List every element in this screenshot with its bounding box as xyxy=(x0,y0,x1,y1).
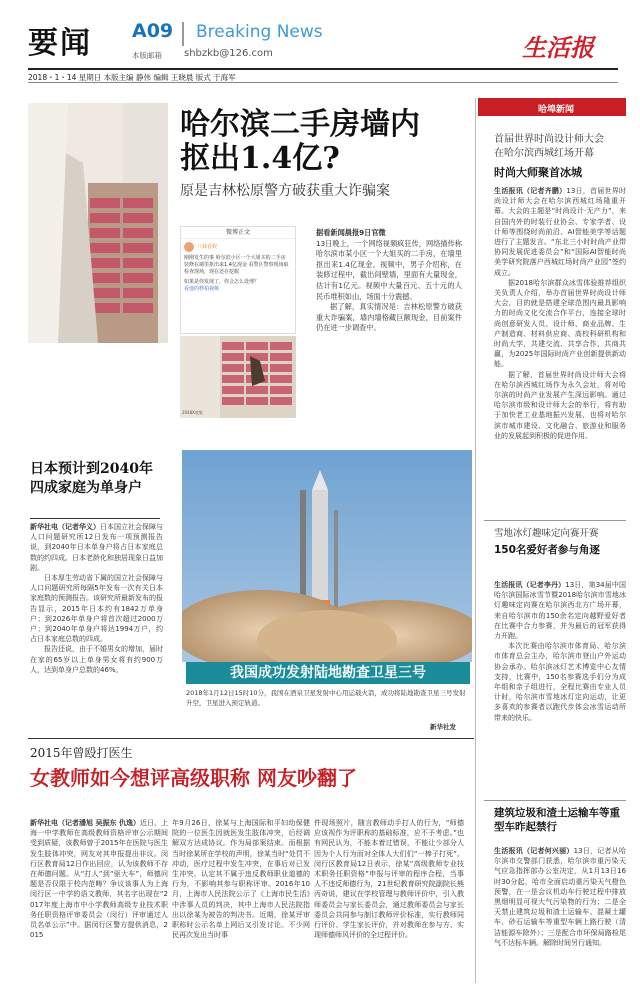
rail-story2-body xyxy=(494,580,626,802)
teacher-col1-text: 近日，上海一中学教师在高级教师资格评审公示期间受到质疑，该教师曾于2015年在医院与医生发生肢体冲突，网友对其申报提出非议。闵行区教育局12日作出回应，认为该教师不存在师德问题。从“打人”到“驱大车”，师德问题是否仅限于校内范畴？争议该事人为上海闵行区一中学的语文教师，其名字出现在“2017年度上海市中小学教师高级专业技术职务任职资格评审委员会（闵行）评审通过人员名单公示”中。据闵行区警方提供消息，2015 xyxy=(30,819,168,940)
rail-story1-body xyxy=(494,186,626,512)
japan-body xyxy=(30,522,163,720)
post-username: 八妹看娱 xyxy=(197,243,218,250)
rail-story1-p2: 据2018哈尔滨群众冰雪体验推荐组织关负责人介绍，举办首届世界时尚设计师大会，目的就是搭建全球范围内最具影响力的时尚文化交流合作平台，连接全球时尚创意研发人员、设计师、商业品牌、生产制造商、材料供应商、高校科研机构和时尚大学，共建交流、共享合作、共商共赢，为2025年国际时尚产业创新提供新动能。 xyxy=(494,278,626,369)
rail-story3-body xyxy=(494,846,626,984)
issue-info: 2018・1・14 星期日 本版主编 静伟 编辑 王晓晨 版式 于海军 xyxy=(28,73,236,82)
breaking-news-label: Breaking News xyxy=(196,22,323,42)
money-photo xyxy=(180,336,296,418)
teacher-kicker: 2015年曾殴打医生 xyxy=(30,746,133,760)
divider xyxy=(484,520,626,521)
divider xyxy=(28,82,618,83)
teacher-col3-text: 件现场照片，随言教师动手打人的行为，“师德应该视作为评职称的基础标准，应不予考虑。”也有网民认为，不能本着过错误，不能让少部分人因为个人行为而对全体人大们们“一棒子打死”。闵行区教育局12日表示，徐某“高级教师专业技术职务任职资格”申报与评审的程序合程，当事人不违反师德行为，21世纪教育研究院副院长熊丙奇说，建议在学校管理与教师评价中，引入教师委员会与家长委员会，通过教师委员会与家长委员会共同参与制订教师评价标准，实行教师同行评价、学生家长评价，并对教师在参与方、实现师德师风评价的全过程评价。 xyxy=(314,819,464,940)
rail-story2-subtitle: 雪地冰灯趣味定向赛开赛 xyxy=(494,528,599,539)
teacher-col2-text: 年9月26日，徐某与上海国际和平妇幼保健院的一位医生因就医发生肢体冲突，后经调解双方达成协议。作为局部案结束。而根据当时徐某所在学校的声明，徐某当时“处罚不冲动，医疗过程中发生冲突，在事后对已发生冲突，认定其不属于违反教师职业道德的行为，不影响其参与职称评审。2016年10月，上海市人民法院公示了《上海市民生活》中涉事人员的判决，其中上海市人民法院指出以徐某为被告的判决书。近期，徐某评审职称时公示名单上网后又引发讨论。不少网民再次发出当时事 xyxy=(172,819,310,940)
rail-story1-headline: 时尚大师聚首冰城 xyxy=(494,166,582,179)
photo-caption: 2048X收集 xyxy=(182,410,203,415)
rail-story1-p3: 据了解，首届世界时尚设计师大会将在哈尔滨西城红场作为永久会址，将对哈尔滨的时尚产业发展产生深远影响。通过哈尔滨市级和设计师大会的举行，将有助于加快老工业基地振兴发展，也将对哈尔滨市城市建设、文化融合、旅游业和服务业的发展起到积极的促进作用。 xyxy=(494,370,626,440)
japan-paragraph-1: 日本国立社会保障与人口问题研究所12日发布一项预测报告说，到2040年日本单身户将占日本家庭总数的约四成。日本老龄化和独居现象日益加剧。 xyxy=(30,523,163,572)
lead-paragraph-1: 13日晚上，一个网络视频疯狂传，网络描传称哈尔滨市某小区一个大姐买的二手房，在墙里抠出来1.4亿现金。视频中，男子介绍称，在装修过程中，截出间壁墙，里面有大量现金，估计有1亿元。视频中大量百元、五十元的人民币堆积如山，场面十分震撼。 xyxy=(316,238,462,301)
japan-paragraph-3: 报告还说，由于不婚男女的增加，届时在家的65岁以上单身男女将有约900万人，达到单身户总数的46%。 xyxy=(30,645,163,674)
teacher-column-3 xyxy=(314,818,464,983)
rail-vertical-rule xyxy=(475,98,476,983)
lead-body xyxy=(316,228,462,438)
rail-story2-byline: 生活报讯（记者李丹） xyxy=(494,581,566,589)
post-header: 微博正文 xyxy=(181,227,295,239)
rail-story1-subtitle1: 首届世界时尚设计师大会 xyxy=(494,134,604,145)
rail-story2-headline: 150名爱好者参与角逐 xyxy=(494,544,600,556)
local-news-label: 哈埠新闻 xyxy=(478,98,626,116)
rail-story1-subtitle2: 在哈尔滨西城红场开幕 xyxy=(494,148,594,159)
rail-story2-p1: 13日，第34届中国哈尔滨国际冰雪节暨2018哈尔滨市雪地冰灯趣味定向赛在哈尔滨西北方广场开幕，来自哈尔滨市的150余名定向越野爱好者在比赛中合力参赛，并为最后的冠军获得力开跑。 xyxy=(494,581,626,641)
rail-story3-p1: 13日，记者从哈尔滨市交警部门获悉，哈尔滨市重污染天气应急指挥部办公室决定，从1月13日16时30分起，哈市全面启动重污染天气橙色预警，在一是会议机动车行驶过程中排放黑烟明显可视大气污染物的行为；二是全天禁止建筑垃圾和渣土运输车、混凝土罐车、砂石运输车等重型车辆上路行驶（清洁能源车除外）；三是配合市环保局路检尾气不达标车辆。解除时间另行通知。 xyxy=(494,847,626,947)
satellite-banner: 我国成功发射陆地勘查卫星三号 xyxy=(186,662,470,684)
avatar xyxy=(184,242,194,252)
rail-story1-byline: 生活报讯（记者齐鹏） xyxy=(494,187,567,195)
lead-subtitle: 原是吉林松原警方破获重大诈骗案 xyxy=(180,183,390,199)
divider xyxy=(182,22,184,46)
divider xyxy=(484,800,626,801)
wall-photo xyxy=(28,103,168,343)
teacher-byline: 新华社电（记者潘旭 吴振东 仇逸） xyxy=(30,819,140,827)
section-title: 要闻 xyxy=(28,26,92,61)
japan-paragraph-2: 日本厚生劳动省下属的国立社会保障与人口问题研究所每隔5年发布一次有关日本家庭数的预测报告。该研究所最新发布的报告显示，2015年日本约有1842万单身户；到2026年单身户将首次超过2000万户；到2040年单身户将达1994万户，约占日本家庭总数的四成。 xyxy=(30,574,163,644)
japan-headline xyxy=(30,460,160,498)
rail-story1-p1: 13日，首届世界时尚设计师大会在哈尔滨西城红场隆重开幕。大会的主题是“时尚设计·无产力”，来自国内外的时装行业协会、专家学者、设计师等围绕时尚前沿、AI智能美学等话题进行了主题发言。“东北三小时时尚产业带协同发展促进委员会”和“国际AI智能时尚美学研究院落户西城红场时尚产业园”签约成立。 xyxy=(494,187,626,277)
lead-byline: 据看新闻晨报9日官微 xyxy=(316,228,386,237)
satellite-caption: 2018年1月12日15时10分，我国在酒泉卫星发射中心用运载火箭，成功将陆地勘查卫星三号发射升空，卫星进入预定轨道。 xyxy=(186,689,466,707)
lead-headline-line1: 哈尔滨二手房墙内 xyxy=(180,107,420,142)
post-video-link[interactable]: 看他的秒拍视频 xyxy=(184,286,220,292)
divider xyxy=(30,518,160,519)
photo-credit: 新华社发 xyxy=(430,723,456,731)
japan-headline-text: 日本预计到2040年四成家庭为单身户 xyxy=(30,461,153,496)
rail-story3-byline: 生活报讯（记者何兴丽） xyxy=(494,847,574,855)
lead-headline-line2: 抠出1.4亿? xyxy=(180,141,340,176)
rail-story2-p2: 本次比赛由哈尔滨市体育局、哈尔滨市体育总会主办，哈尔滨市登山户外运动协会承办。哈尔滨冰灯艺术博览中心友情支持，比赛中，150名参赛选手们分为成年组和亲子组进行，全程比赛由专业人员计时，哈尔滨市雪地冰灯定向运动，让更多喜欢的参赛者以跑代步体会冰雪运动所带来的快乐。 xyxy=(494,642,626,722)
page-number: A09 xyxy=(132,20,174,42)
lead-paragraph-2: 据了解，真实情况是：吉林松原警方破获重大诈骗案，墙内墙格藏巨额现金，目前案件仍在进一步调查中。 xyxy=(316,302,462,333)
teacher-column-2 xyxy=(172,818,310,983)
mail-label: 本版邮箱 xyxy=(132,51,162,60)
email-address[interactable]: shbzkb@126.com xyxy=(184,48,273,59)
rocket-launch-photo xyxy=(182,450,472,662)
japan-byline: 新华社电（记者华义） xyxy=(30,523,100,531)
social-post-screenshot xyxy=(180,226,296,334)
lead-headline xyxy=(180,108,470,176)
teacher-column-1 xyxy=(30,818,168,983)
newspaper-logo: 生活报 xyxy=(522,33,594,62)
divider xyxy=(28,68,618,70)
post-text: 刚刚发生的事 哈尔滨小区一个大姐买的二手房 装修在墙里抠出来1.4亿现金 看警区警察现场取检查现场，现在还在挖掘 xyxy=(184,255,289,275)
divider xyxy=(28,738,474,739)
teacher-headline: 女教师如今想评高级职称 网友吵翻了 xyxy=(30,766,357,790)
post-text-question: 如果是你发现了，你会怎么处理？ xyxy=(184,279,260,285)
rail-story3-headline: 建筑垃圾和渣土运输车等重型车昨起禁行 xyxy=(494,807,620,833)
